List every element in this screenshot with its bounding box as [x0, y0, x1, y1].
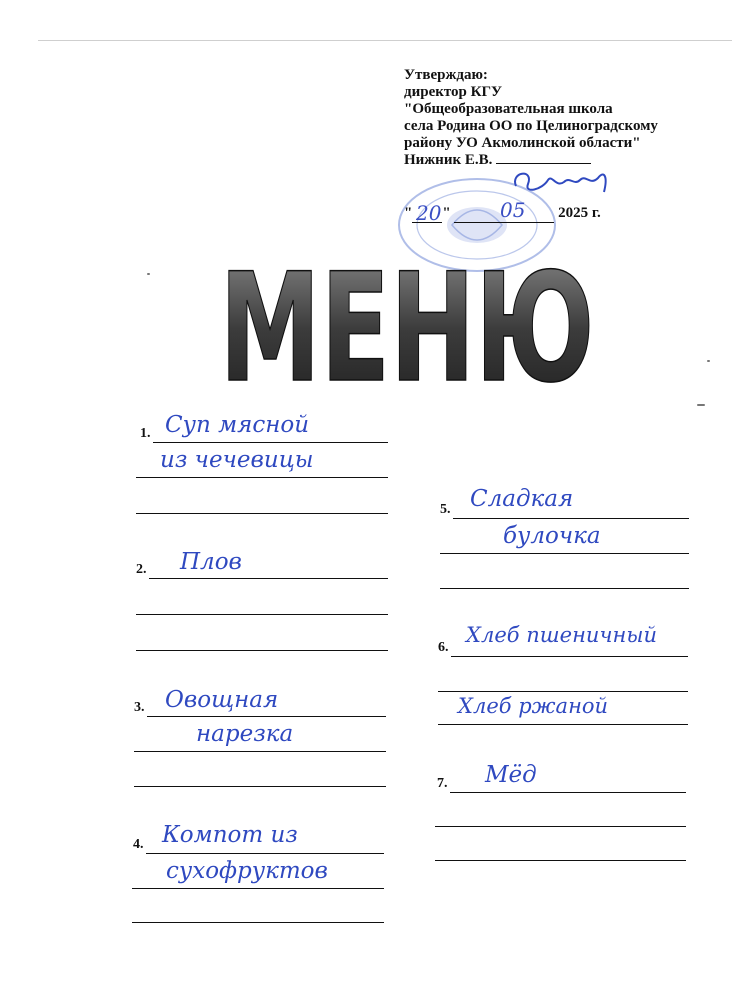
item-1-text-2: из чечевицы: [160, 447, 314, 473]
date-quote-open: ": [404, 205, 413, 221]
item-3-line-2: [134, 751, 386, 752]
item-4-line-2: [132, 888, 384, 889]
item-3-line-3: [134, 786, 386, 787]
date-year: 2025 г.: [558, 205, 601, 221]
date-month-handwritten: 05: [500, 198, 526, 222]
date-day-handwritten: 20: [416, 201, 442, 225]
item-6-line-3: [438, 724, 688, 725]
item-2-line-3: [136, 650, 388, 651]
item-7-number: 7.: [437, 776, 448, 791]
item-4-text-1: Компот из: [162, 822, 298, 848]
item-2-line-2: [136, 614, 388, 615]
director-signature: [508, 162, 618, 202]
item-3-text-1: Овощная: [165, 687, 279, 713]
item-6-text-1: Хлеб пшеничный: [466, 623, 657, 647]
item-5-number: 5.: [440, 502, 451, 517]
item-7-line-2: [435, 826, 686, 827]
item-7-text-1: Мёд: [485, 762, 537, 788]
signer-name: Нижник Е.В.: [404, 152, 493, 168]
item-6-number: 6.: [438, 640, 449, 655]
item-5-line-1: [453, 518, 689, 519]
item-1-line-3: [136, 513, 388, 514]
scan-speck: [147, 273, 150, 275]
item-3-line-1: [147, 716, 386, 717]
item-5-line-3: [440, 588, 689, 589]
item-4-number: 4.: [133, 837, 144, 852]
date-quote-mid: ": [442, 205, 451, 221]
item-7-line-3: [435, 860, 686, 861]
item-2-number: 2.: [136, 562, 147, 577]
item-1-line-2: [136, 477, 388, 478]
item-3-text-2: нарезка: [196, 721, 294, 747]
approval-block: [404, 67, 724, 169]
approval-line-3: "Общеобразовательная школа: [404, 101, 613, 117]
item-6-line-1: [451, 656, 688, 657]
item-7-line-1: [450, 792, 686, 793]
scan-speck: [697, 404, 705, 406]
approval-line-2: директор КГУ: [404, 84, 503, 100]
menu-title-text: МЕНЮ: [219, 242, 595, 416]
menu-title: [215, 242, 600, 416]
item-1-text-1: Суп мясной: [165, 412, 310, 438]
item-6-text-2: Хлеб ржаной: [458, 694, 609, 718]
item-4-line-3: [132, 922, 384, 923]
item-2-text-1: Плов: [180, 549, 242, 575]
approval-line-1: Утверждаю:: [404, 67, 488, 83]
item-3-number: 3.: [134, 700, 145, 715]
approval-line-4: села Родина ОО по Целиноградскому: [404, 118, 658, 134]
item-5-text-2: булочка: [503, 523, 601, 549]
item-4-text-2: сухофруктов: [166, 858, 328, 884]
scan-top-edge: [38, 40, 732, 41]
item-1-number: 1.: [140, 426, 151, 441]
scan-speck: [707, 360, 710, 362]
item-5-text-1: Сладкая: [470, 486, 574, 512]
item-6-line-2: [438, 691, 688, 692]
item-2-line-1: [149, 578, 388, 579]
item-1-line-1: [153, 442, 388, 443]
item-4-line-1: [146, 853, 384, 854]
item-5-line-2: [440, 553, 689, 554]
approval-line-5: району УО Акмолинской области": [404, 135, 641, 151]
